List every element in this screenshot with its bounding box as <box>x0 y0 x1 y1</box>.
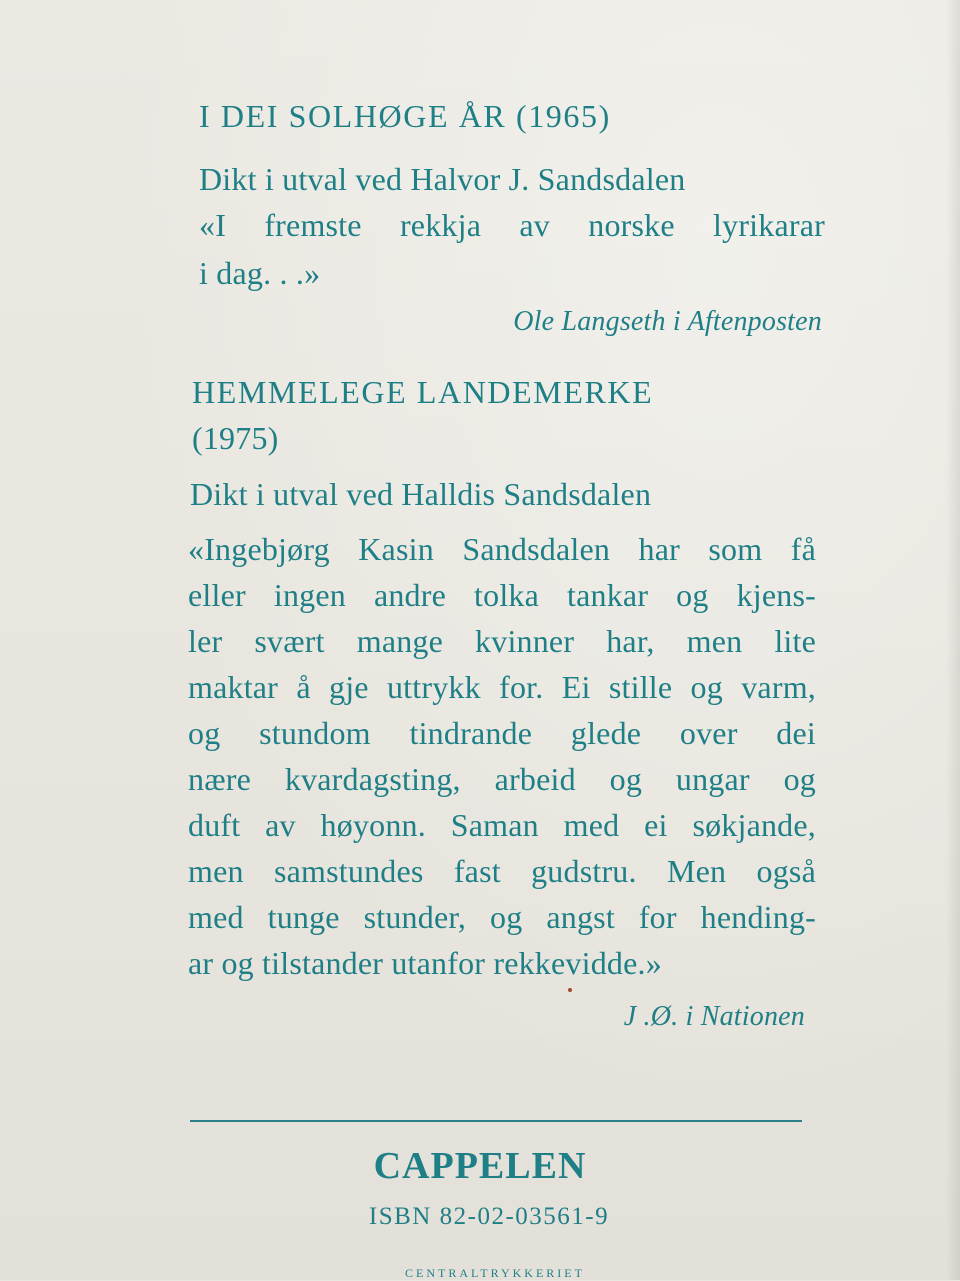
book1-attribution: Ole Langseth i Aftenposten <box>513 306 822 337</box>
book2-attribution: J .Ø. i Nationen <box>623 1001 805 1032</box>
page-edge-shadow <box>946 0 960 1280</box>
book2-quote-line: men samstundes fast gudstru. Men også <box>188 853 816 889</box>
book1-quote-line: i dag. . .» <box>199 255 321 291</box>
book1-title: I DEI SOLHØGE ÅR (1965) <box>199 98 611 134</box>
book2-title: HEMMELEGE LANDEMERKE <box>192 374 654 410</box>
book2-quote-line: ar og tilstander utanfor rekkevidde.» <box>188 945 662 981</box>
book2-quote-line: «Ingebjørg Kasin Sandsdalen har som få <box>188 531 816 567</box>
isbn-number: ISBN 82-02-03561-9 <box>368 1203 610 1230</box>
book2-quote-line: duft av høyonn. Saman med ei søkjande, <box>188 807 816 843</box>
printer-name: CENTRALTRYKKERIET <box>405 1266 585 1280</box>
book2-quote-line: ler svært mange kvinner har, men lite <box>188 623 816 659</box>
divider-rule <box>190 1120 802 1122</box>
book2-quote-line: nære kvardagsting, arbeid og ungar og <box>188 761 816 797</box>
book2-subtitle: Dikt i utval ved Halldis Sandsdalen <box>190 476 652 512</box>
book2-quote-line: med tunge stunder, og angst for hending- <box>188 899 816 935</box>
book2-quote-line: eller ingen andre tolka tankar og kjens- <box>188 577 816 613</box>
book2-quote-line: og stundom tindrande glede over dei <box>188 715 816 751</box>
book2-title-year: (1975) <box>192 420 279 456</box>
paper-speck <box>568 988 572 992</box>
book1-quote-line: «I fremste rekkja av norske lyrikarar <box>199 207 825 243</box>
publisher-name: CAPPELEN <box>373 1145 587 1187</box>
book1-subtitle: Dikt i utval ved Halvor J. Sandsdalen <box>199 161 686 197</box>
book2-quote-line: maktar å gje uttrykk for. Ei stille og varm, <box>188 669 816 705</box>
